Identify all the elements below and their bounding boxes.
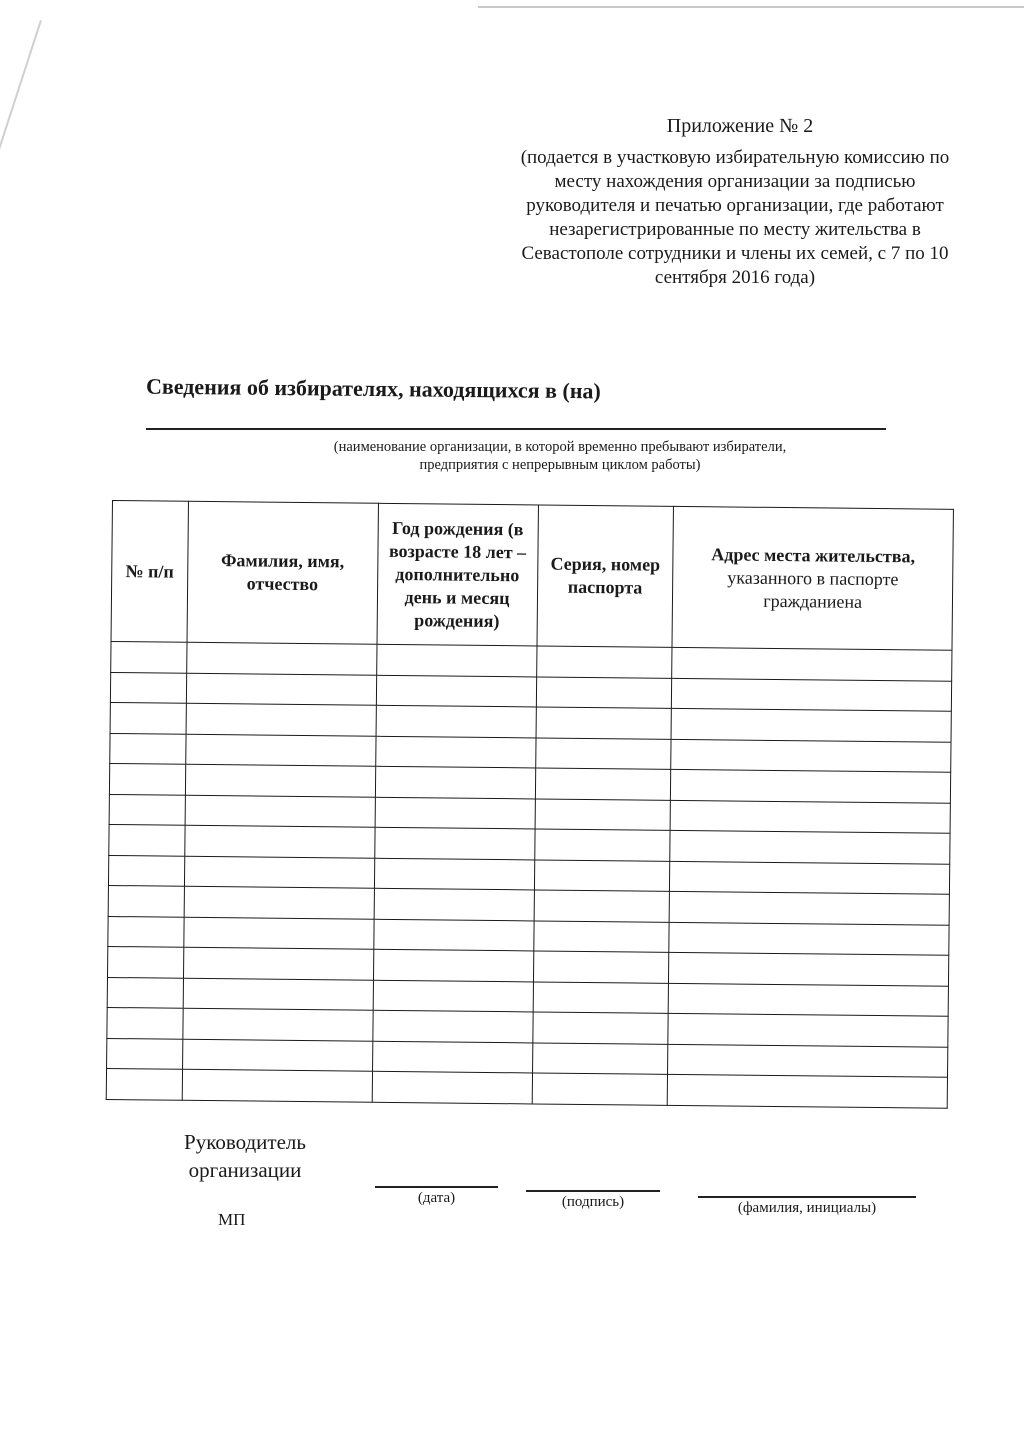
organization-caption-line1: (наименование организации, в которой временно пребывают избиратели, <box>333 439 787 455</box>
table-cell <box>187 642 377 675</box>
table-cell <box>182 1039 372 1072</box>
name-caption: (фамилия, инициалы) <box>737 1200 877 1216</box>
table-cell <box>534 829 670 861</box>
table-cell <box>110 703 186 734</box>
date-line <box>375 1186 498 1188</box>
table-cell <box>668 1044 948 1077</box>
table-cell <box>669 922 949 955</box>
table-cell <box>534 890 670 922</box>
signature-line <box>526 1190 660 1192</box>
table-cell <box>107 977 183 1008</box>
table-cell <box>107 1008 183 1039</box>
table-cell <box>186 673 376 706</box>
table-cell <box>109 794 185 825</box>
table-cell <box>669 983 949 1016</box>
table-cell <box>372 1011 532 1043</box>
table-cell <box>374 858 534 890</box>
table-cell <box>671 769 951 802</box>
table-cell <box>108 916 184 947</box>
table-header-row <box>111 501 953 651</box>
table-cell <box>109 764 185 795</box>
header-passport: Серия, номер паспорта <box>537 505 674 647</box>
table-cell <box>668 1075 948 1108</box>
stamp-label: МП <box>218 1210 246 1229</box>
table-cell <box>671 708 951 741</box>
table-cell <box>182 1070 372 1103</box>
table-cell <box>532 1073 668 1105</box>
table-cell <box>533 982 669 1014</box>
table-cell <box>108 947 184 978</box>
head-role: Руководитель организации <box>184 1130 306 1182</box>
table-cell <box>183 1009 373 1042</box>
table-cell <box>110 733 186 764</box>
table-cell <box>668 1014 948 1047</box>
table-cell <box>184 917 374 950</box>
table-cell <box>534 860 670 892</box>
table-cell <box>106 1069 182 1100</box>
table-cell <box>107 1038 183 1069</box>
table-cell <box>670 800 950 833</box>
table-cell <box>186 734 376 767</box>
annex-note: (подается в участковую избирательную комиссию по месту нахождения организации за подписью руководителя и печатью организации, где работают незарегистрированные по месту жительства в Севастополе сотрудники и члены их семей, с 7 по 10 сентября 2016 года) <box>520 147 950 288</box>
organization-name-line <box>146 428 886 430</box>
table-cell <box>372 1072 532 1104</box>
table-cell <box>375 736 535 768</box>
header-address <box>672 506 953 650</box>
table-cell <box>374 827 534 859</box>
table-cell <box>535 799 671 831</box>
table-cell <box>185 795 375 828</box>
table-cell <box>109 825 185 856</box>
table-cell <box>184 856 374 889</box>
table-cell <box>375 766 535 798</box>
table-cell <box>536 707 672 739</box>
table-cell <box>533 951 669 983</box>
table-cell <box>111 641 187 672</box>
header-number: № п/п <box>111 501 188 643</box>
table-cell <box>374 889 534 921</box>
table-cell <box>670 892 950 925</box>
name-line <box>698 1196 916 1198</box>
table-cell <box>672 647 952 680</box>
table-cell <box>373 980 533 1012</box>
table-cell <box>372 1041 532 1073</box>
table-cell <box>186 703 376 736</box>
annex-title: Приложение № 2 <box>666 115 814 137</box>
table-cell <box>183 948 373 981</box>
table-cell <box>532 1012 668 1044</box>
header-address-bold: Адрес места жительства, <box>711 543 916 566</box>
signature-caption: (подпись) <box>561 1194 625 1210</box>
table-cell <box>536 676 672 708</box>
table-cell <box>376 644 536 676</box>
document-title: Сведения об избирателях, находящихся в (на) <box>145 373 601 404</box>
header-full-name: Фамилия, имя, отчество <box>187 501 378 644</box>
table-cell <box>108 855 184 886</box>
table-cell <box>671 739 951 772</box>
table-cell <box>108 886 184 917</box>
table-cell <box>183 978 373 1011</box>
table-cell <box>670 831 950 864</box>
organization-caption <box>250 438 870 474</box>
header-birth-year: Год рождения (в возрасте 18 лет – дополнительно день и месяц рождения) <box>377 503 538 646</box>
table-cell <box>185 764 375 797</box>
table-cell <box>533 921 669 953</box>
header-address-rest: указанного в паспорте гражданиена <box>727 566 899 612</box>
table-cell <box>535 768 671 800</box>
table-body <box>106 641 952 1108</box>
table-cell <box>373 950 533 982</box>
table-cell <box>672 678 952 711</box>
scan-artifact <box>0 20 42 211</box>
table-cell <box>184 887 374 920</box>
table-cell <box>185 825 375 858</box>
scan-edge <box>478 6 1024 8</box>
table-cell <box>375 797 535 829</box>
date-caption: (дата) <box>417 1190 456 1206</box>
table-cell <box>535 738 671 770</box>
table-cell <box>376 705 536 737</box>
table-cell <box>376 675 536 707</box>
table-cell <box>532 1043 668 1075</box>
table-cell <box>110 672 186 703</box>
table-cell <box>670 861 950 894</box>
voters-table <box>106 500 954 1109</box>
table-cell <box>373 919 533 951</box>
table-cell <box>536 646 672 678</box>
table-cell <box>669 953 949 986</box>
organization-caption-line2: предприятия с непрерывным циклом работы) <box>419 457 701 473</box>
